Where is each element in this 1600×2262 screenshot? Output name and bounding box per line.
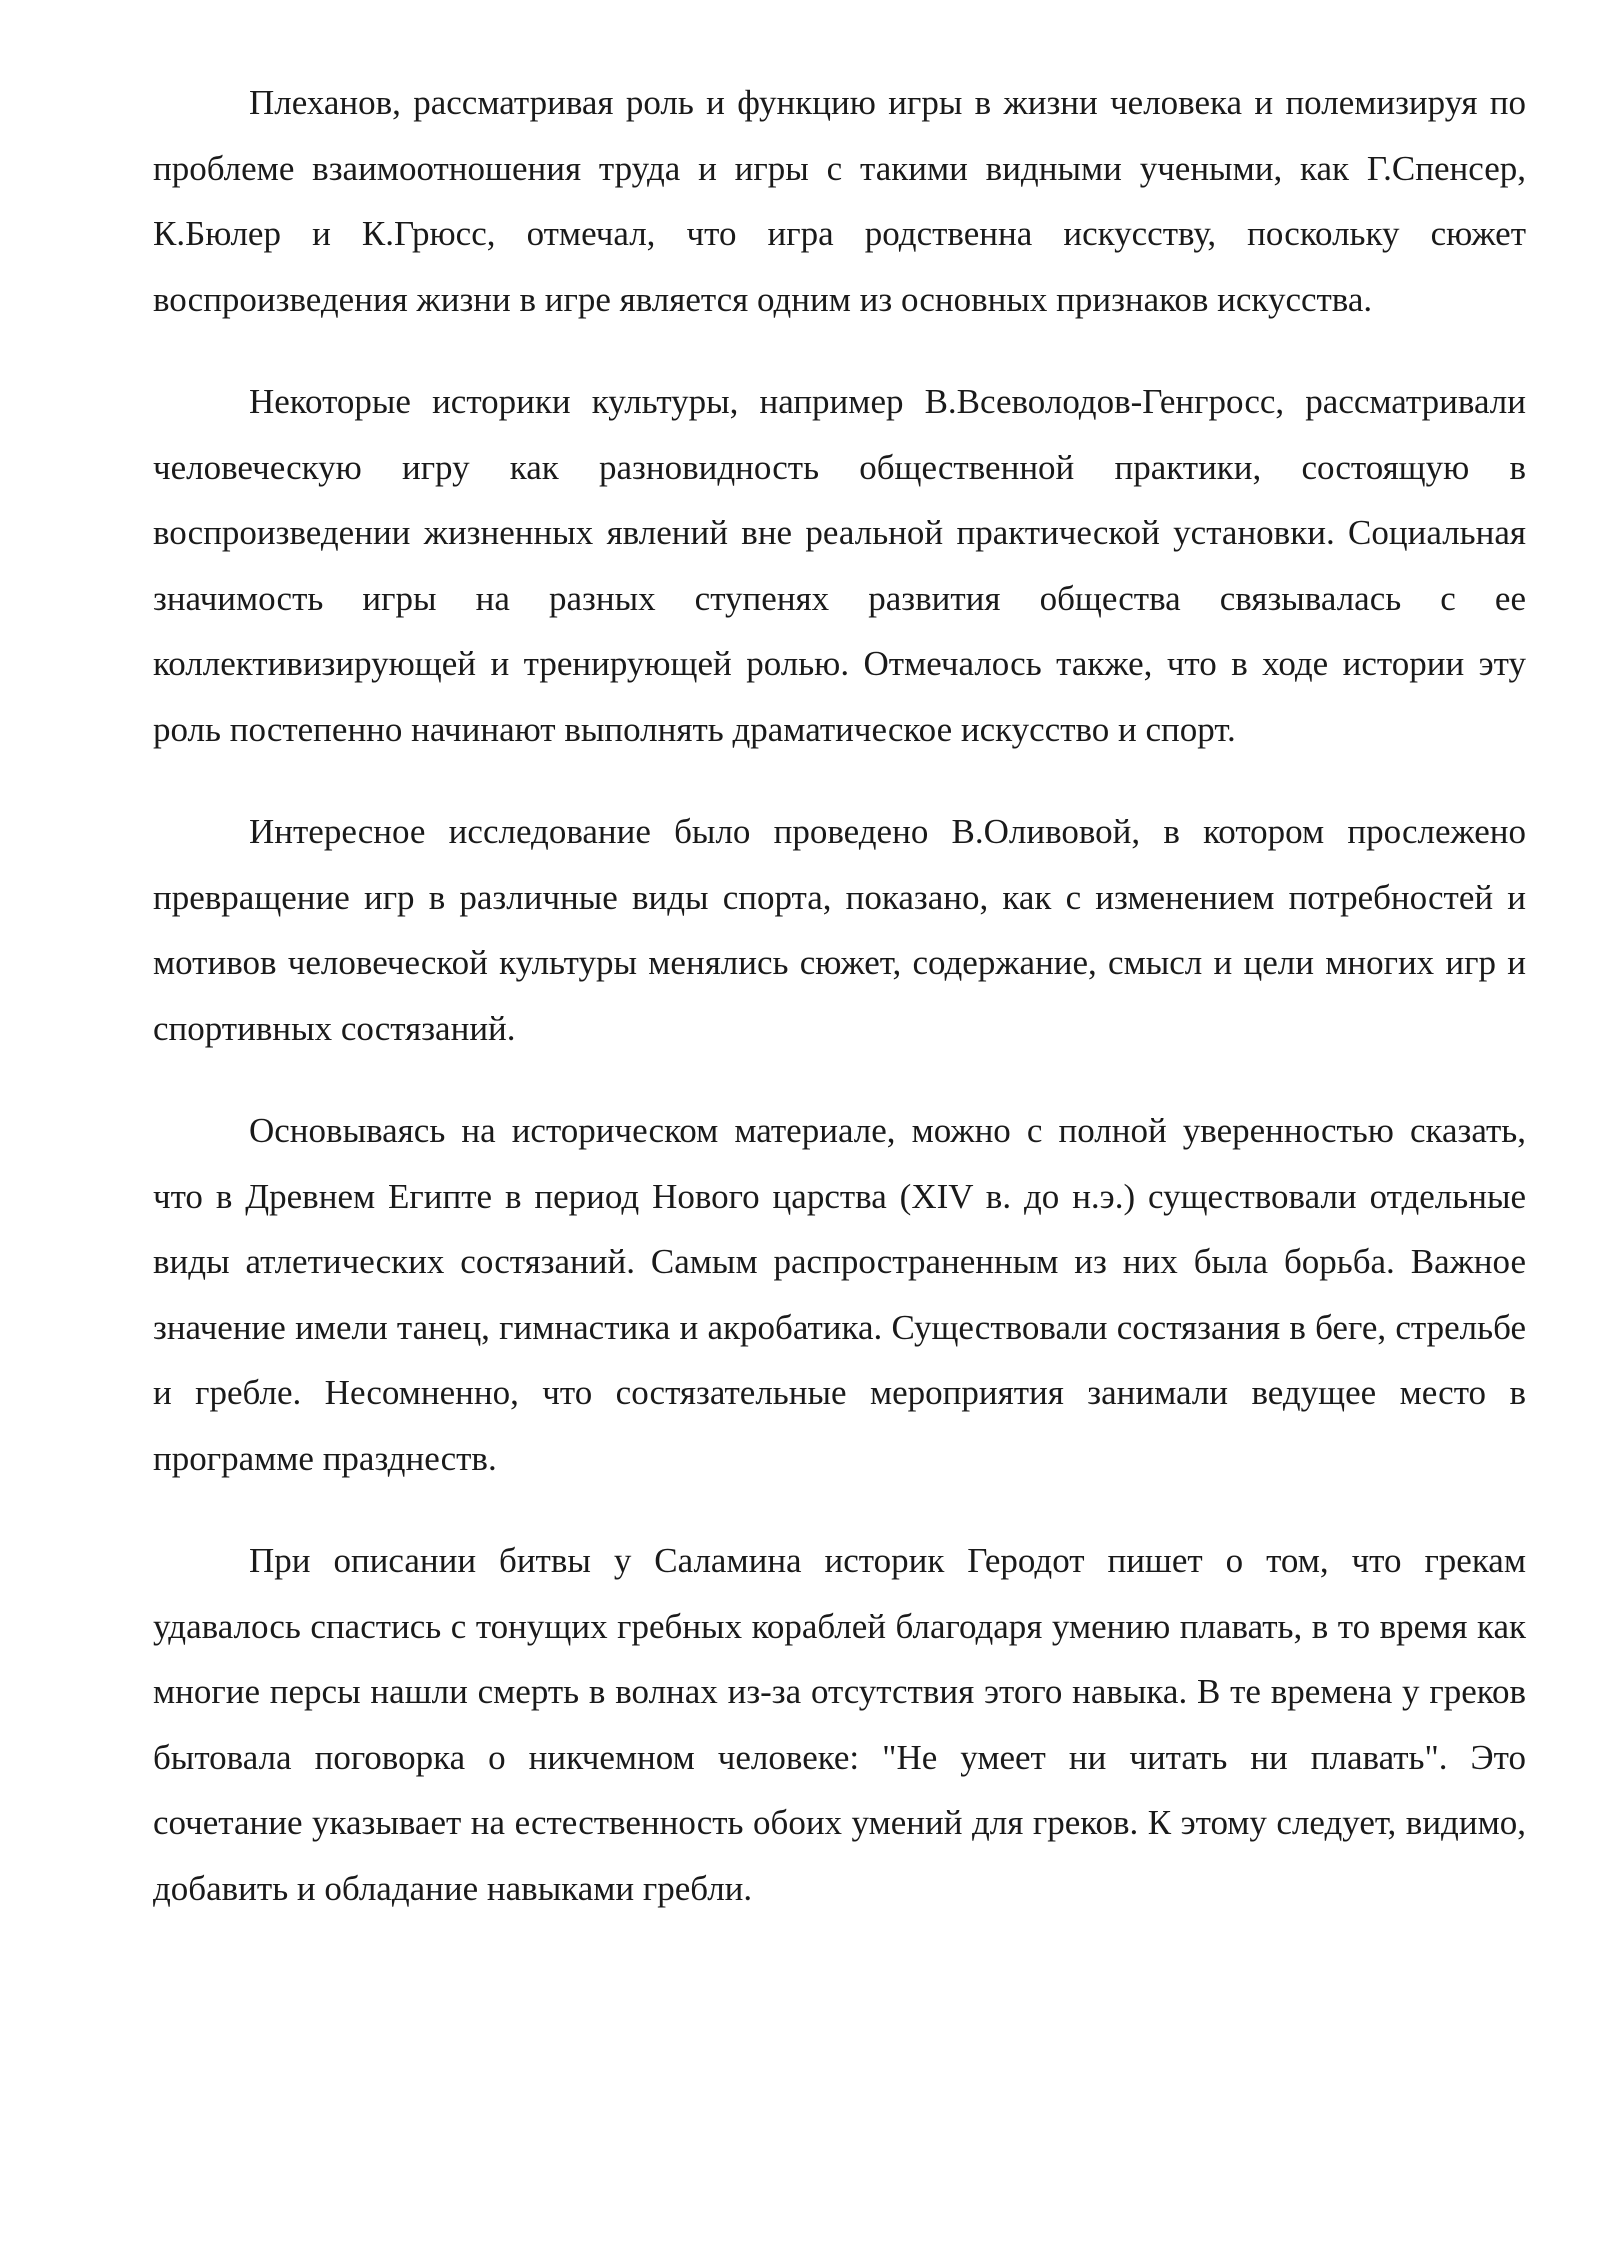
document-page	[153, 70, 1526, 1958]
paragraph-plekhanov: Плеханов, рассматривая роль и функцию игры в жизни человека и полемизируя по проблеме взаимоотношения труда и игры с такими видными учеными, как Г.Спенсер, К.Бюлер и К.Грюсс, отмечал, что игра родственна искусству, поскольку сюжет воспроизведения жизни в игре является одним из основных признаков искусства.	[153, 83, 1526, 319]
paragraph-ancient-egypt: Основываясь на историческом материале, можно с полной уверенностью сказать, что в Древнем Египте в период Нового царства (XIV в. до н.э.) существовали отдельные виды атлетических состязаний. Самым распространенным из них была борьба. Важное значение имели танец, гимнастика и акробатика. Существовали состязания в беге, стрельбе и гребле. Несомненно, что состязательные мероприятия занимали ведущее место в программе празднеств.	[153, 1111, 1526, 1478]
paragraph-olivova-research: Интересное исследование было проведено В.Оливовой, в котором прослежено превращение игр в различные виды спорта, показано, как с изменением потребностей и мотивов человеческой культуры менялись сюжет, содержание, смысл и цели многих игр и спортивных состязаний.	[153, 812, 1526, 1048]
paragraph-salamis-battle: При описании битвы у Саламина историк Геродот пишет о том, что грекам удавалось спастись с тонущих гребных кораблей благодаря умению плавать, в то время как многие персы нашли смерть в волнах из-за отсутствия этого навыка. В те времена у греков бытовала поговорка о никчемном человеке: "Не умеет ни читать ни плавать". Это сочетание указывает на естественность обоих умений для греков. К этому следует, видимо, добавить и обладание навыками гребли.	[153, 1541, 1526, 1908]
paragraph-culture-historians: Некоторые историки культуры, например В.Всеволодов-Генгросс, рассматривали человеческую игру как разновидность общественной практики, состоящую в воспроизведении жизненных явлений вне реальной практической установки. Социальная значимость игры на разных ступенях развития общества связывалась с ее коллективизирующей и тренирующей ролью. Отмечалось также, что в ходе истории эту роль постепенно начинают выполнять драматическое искусство и спорт.	[153, 382, 1526, 749]
